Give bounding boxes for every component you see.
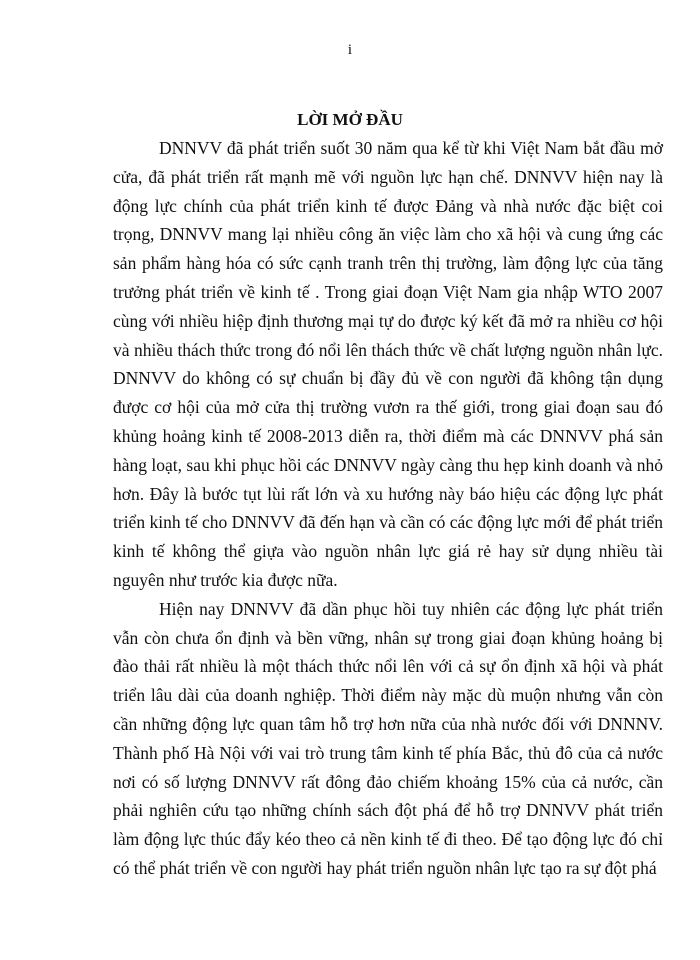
- page-number: i: [347, 42, 353, 58]
- page-title: LỜI MỞ ĐẦU: [297, 110, 403, 129]
- paragraph-1: DNNVV đã phát triển suốt 30 năm qua kể từ khi Việt Nam bắt đầu mở cửa, đã phát triển rất mạnh mẽ với nguồn lực hạn chế. DNNVV hiện nay là động lực chính của phát triển kinh tế được Đảng và nhà nước đặc biệt coi trọng, DNNVV mang lại nhiều công ăn việc làm cho xã hội và cung ứng các sản phẩm hàng hóa có sức cạnh tranh trên thị trường, làm động lực của tăng trưởng phát triển về kinh tế . Trong giai đoạn Việt Nam gia nhập WTO 2007 cùng với nhiều hiệp định thương mại tự do được ký kết đã mở ra nhiều cơ hội và nhiều thách thức trong đó nổi lên thách thức về chất lượng nguồn nhân lực. DNNVV do không có sự chuẩn bị đầy đủ về con người đã không tận dụng được cơ hội của mở cửa thị trường vươn ra thế giới, trong giai đoạn sau đó khủng hoảng kinh tế 2008-2013 diễn ra, thời điểm mà các DNNVV phá sản hàng loạt, sau khi phục hồi các DNNVV ngày càng thu hẹp kinh doanh và nhỏ hơn. Đây là bước tụt lùi rất lớn và xu hướng này báo hiệu các động lực phát triển kinh tế cho DNNVV đã đến hạn và cần có các động lực mới để phát triển kinh tế không thể giựa vào nguồn nhân lực giá rẻ hay sử dụng nhiều tài nguyên như trước kia được nữa.: [113, 138, 663, 590]
- document-body: [113, 134, 663, 883]
- paragraph-2: Hiện nay DNNVV đã dần phục hồi tuy nhiên các động lực phát triển vẫn còn chưa ổn định và bền vững, nhân sự trong giai đoạn khủng hoảng bị đào thải rất nhiều là một thách thức nổi lên với cả sự ổn định xã hội và phát triển lâu dài của doanh nghiệp. Thời điểm này mặc dù muộn nhưng vẫn còn cần những động lực quan tâm hỗ trợ hơn nữa của nhà nước đối với DNNNV. Thành phố Hà Nội với vai trò trung tâm kinh tế phía Bắc, thủ đô của cả nước nơi có số lượng DNNVV rất đông đảo chiếm khoảng 15% của cả nước, cần phải nghiên cứu tạo những chính sách đột phá để hỗ trợ DNNVV phát triển làm động lực thúc đẩy kéo theo cả nền kinh tế đi theo. Để tạo động lực đó chỉ có thể phát triển về con người hay phát triển nguồn nhân lực tạo ra sự đột phá: [113, 598, 663, 878]
